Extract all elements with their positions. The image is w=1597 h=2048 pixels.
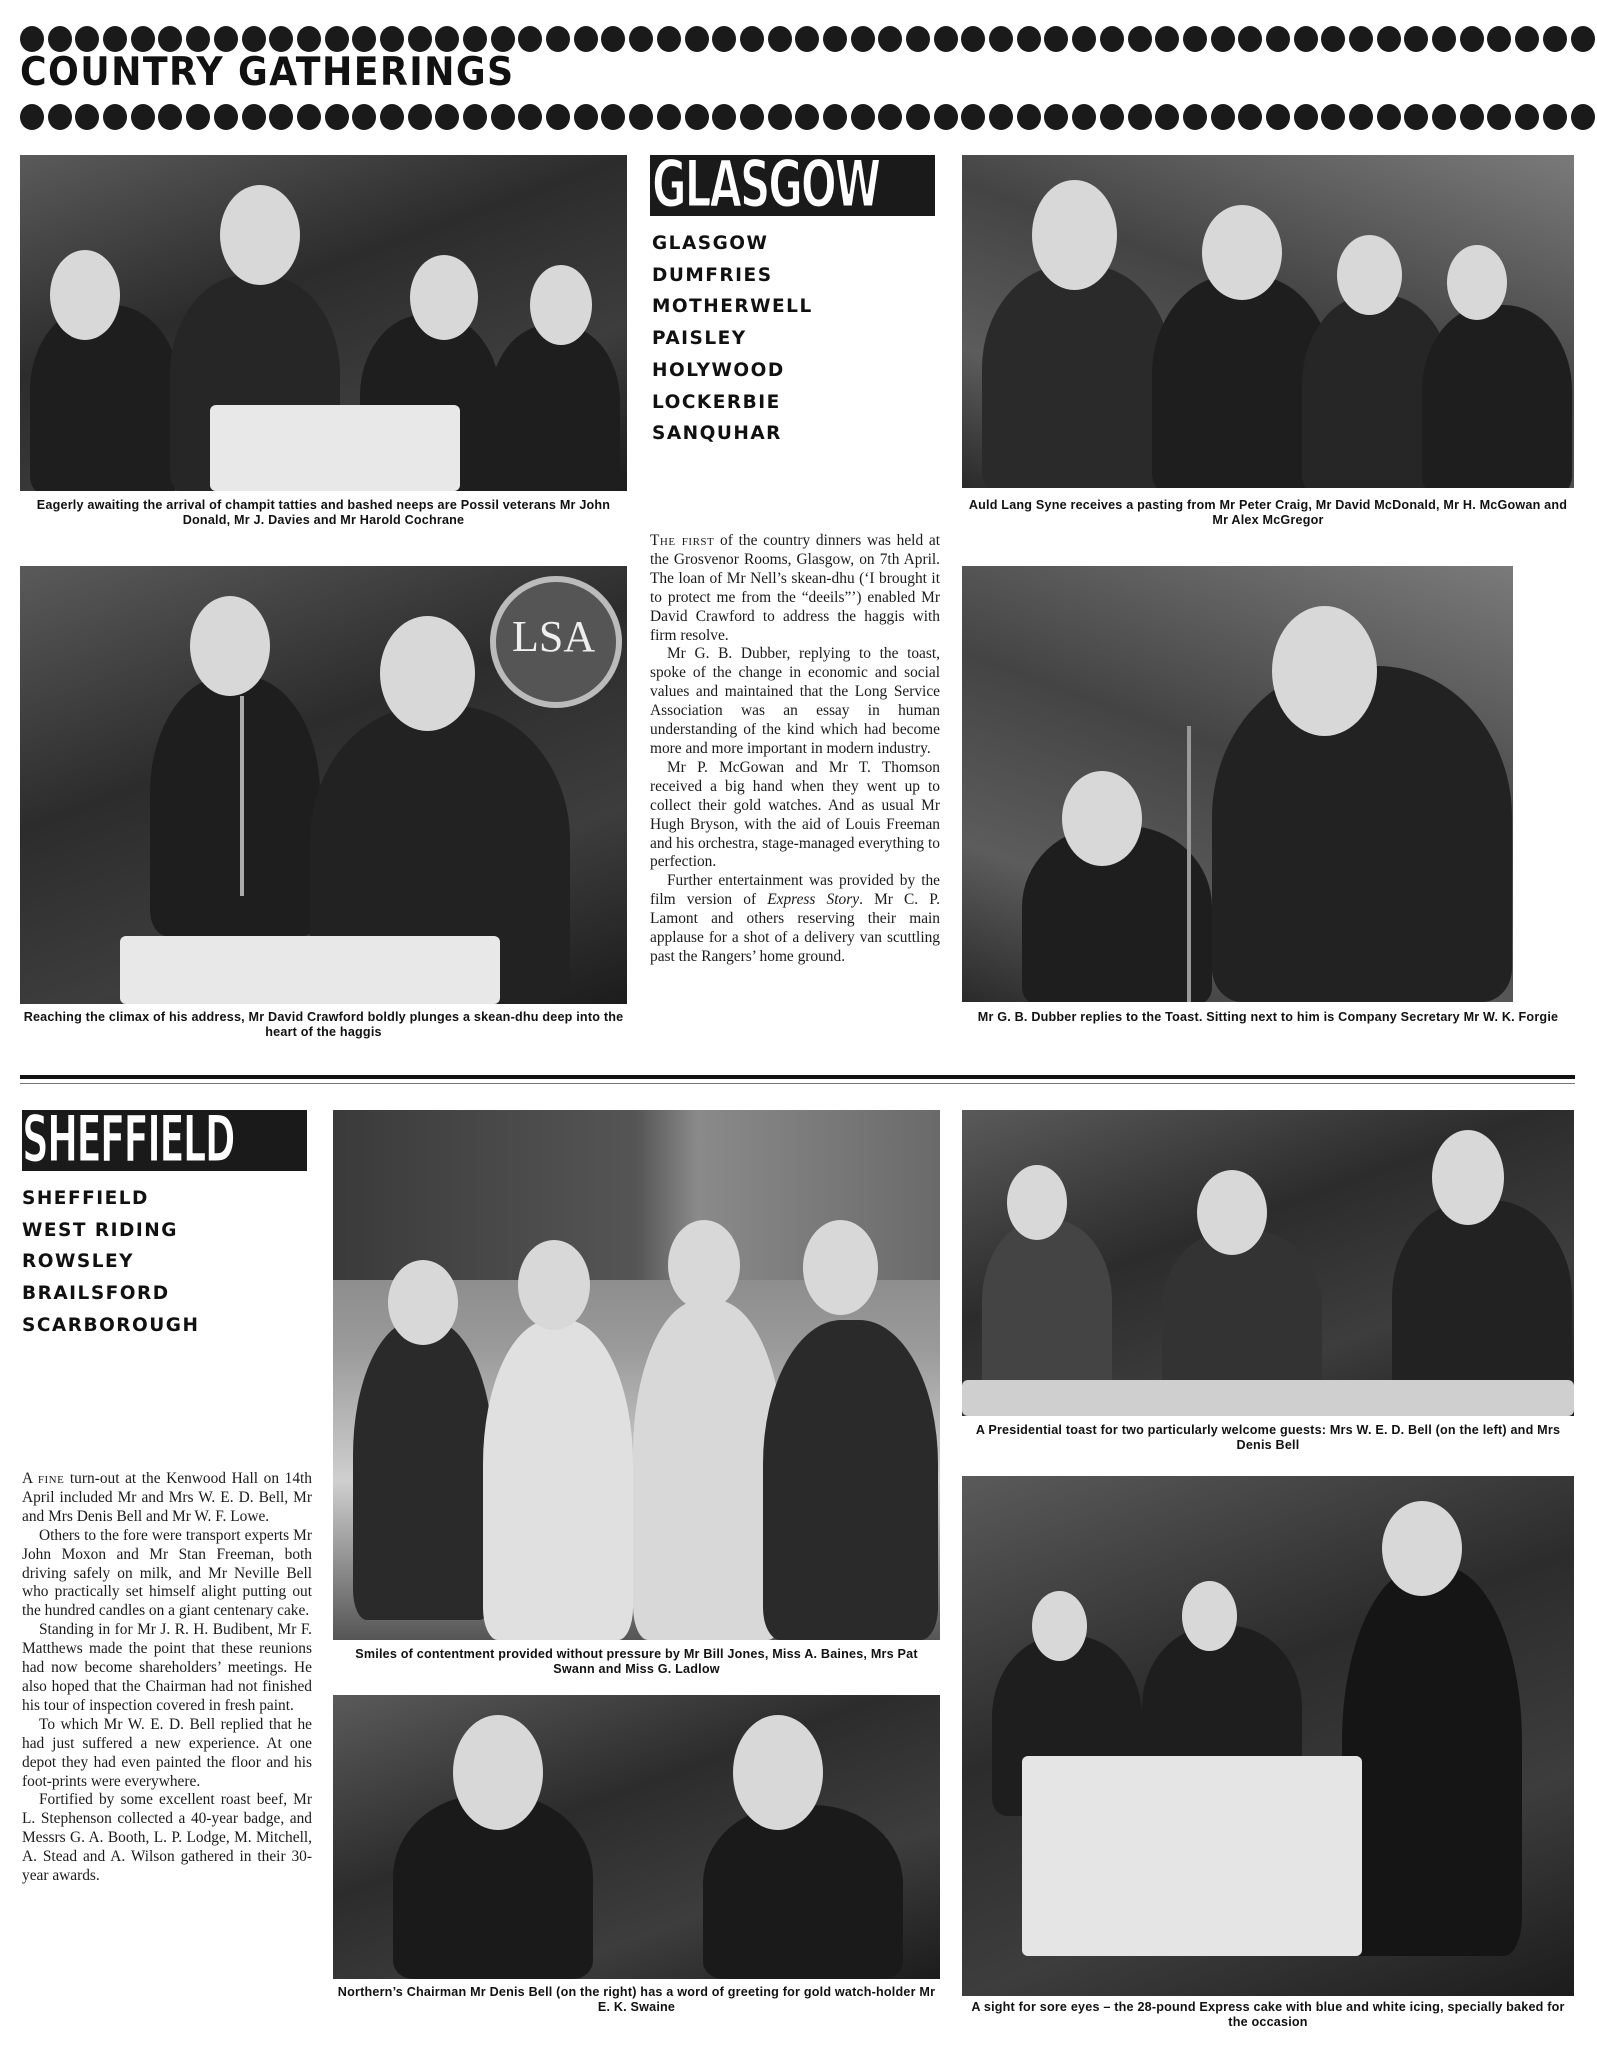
dot-ornament <box>269 26 293 52</box>
dot-ornament <box>186 26 210 52</box>
dot-ornament <box>1183 26 1207 52</box>
dot-ornament <box>1211 26 1235 52</box>
place-name: MOTHERWELL <box>652 296 813 318</box>
dot-ornament <box>48 26 72 52</box>
dot-ornament <box>712 26 736 52</box>
place-name: HOLYWOOD <box>652 359 785 381</box>
glasgow-article <box>650 532 940 967</box>
dot-ornament <box>491 104 515 130</box>
place-name: ROWSLEY <box>22 1251 135 1273</box>
dot-ornament <box>961 104 985 130</box>
dot-ornament <box>297 26 321 52</box>
dot-ornament <box>1044 104 1068 130</box>
photo-haggis-address <box>20 566 627 1004</box>
dot-ornament <box>878 104 902 130</box>
dot-ornament <box>1543 26 1567 52</box>
dot-ornament <box>463 26 487 52</box>
dot-ornament <box>1349 26 1373 52</box>
dot-ornament <box>75 104 99 130</box>
dot-ornament <box>1460 104 1484 130</box>
dot-ornament <box>1294 26 1318 52</box>
dot-ornament <box>1128 104 1152 130</box>
dot-ornament <box>1487 104 1511 130</box>
dot-ornament <box>1404 104 1428 130</box>
place-name: GLASGOW <box>652 233 769 254</box>
dot-ornament <box>601 26 625 52</box>
photo-caption: Eagerly awaiting the arrival of champit tatties and bashed neeps are Possil veterans Mr John Donald, Mr J. Davies and Mr Harold Cochrane <box>36 498 611 527</box>
dot-ornament <box>269 104 293 130</box>
glasgow-banner-text: GLASGOW <box>652 145 880 223</box>
dot-ornament <box>186 104 210 130</box>
photo-caption: Smiles of contentment provided without pressure by Mr Bill Jones, Miss A. Baines, Mrs Pat Swann and Miss G. Ladlow <box>355 1647 918 1676</box>
dot-ornament <box>768 104 792 130</box>
dot-ornament <box>795 104 819 130</box>
dot-ornament <box>851 104 875 130</box>
photo-possil-veterans <box>20 155 627 491</box>
dot-ornament <box>435 104 459 130</box>
dot-ornament <box>1571 104 1595 130</box>
dot-ornament <box>518 104 542 130</box>
dot-ornament <box>906 26 930 52</box>
dot-ornament <box>20 104 44 130</box>
dot-ornament <box>1571 26 1595 52</box>
dot-ornament <box>1072 26 1096 52</box>
dot-ornament <box>491 26 515 52</box>
photo-caption: A Presidential toast for two particularly welcome guests: Mrs W. E. D. Bell (on the left) and Mrs Denis Bell <box>975 1423 1561 1452</box>
dot-ornament <box>1238 104 1262 130</box>
dot-ornament <box>989 26 1013 52</box>
place-name: SANQUHAR <box>652 423 782 445</box>
dot-ornament <box>518 26 542 52</box>
dot-ornament <box>851 26 875 52</box>
dot-ornament <box>408 26 432 52</box>
dot-ornament <box>1321 26 1345 52</box>
dot-ornament <box>1072 104 1096 130</box>
paragraph: Mr G. B. Dubber, replying to the toast, spoke of the change in economic and social values and maintained that the Long Service Association was an essay in human understanding of the kind which had become more and more important in modern industry. <box>650 645 940 757</box>
film-title: Express Story <box>767 891 860 909</box>
place-name: DUMFRIES <box>652 264 773 286</box>
dot-ornament <box>906 104 930 130</box>
dot-border-top <box>20 26 1597 52</box>
dot-ornament <box>1432 26 1456 52</box>
photo-caption: Mr G. B. Dubber replies to the Toast. Sitting next to him is Company Secretary Mr W. K. Forgie <box>977 1010 1559 1024</box>
dot-ornament <box>48 104 72 130</box>
dot-ornament <box>1266 26 1290 52</box>
lead-in-smallcaps: fine <box>37 1470 65 1487</box>
dot-ornament <box>1377 104 1401 130</box>
dot-ornament <box>574 104 598 130</box>
dot-ornament <box>1183 104 1207 130</box>
place-name: LOCKERBIE <box>652 391 781 413</box>
dot-ornament <box>878 26 902 52</box>
dot-ornament <box>1128 26 1152 52</box>
dot-ornament <box>1349 104 1373 130</box>
dot-ornament <box>546 104 570 130</box>
place-name: WEST RIDING <box>22 1219 178 1241</box>
place-name: SCARBOROUGH <box>22 1314 200 1336</box>
place-name: SHEFFIELD <box>22 1188 149 1209</box>
paragraph: Standing in for Mr J. R. H. Budibent, Mr F. Matthews made the point that these reunions had now become shareholders’ meetings. He also hoped that the Chairman had not finished his tour of inspection covered in fresh paint. <box>22 1621 312 1714</box>
dot-ornament <box>1432 104 1456 130</box>
dot-ornament <box>20 26 44 52</box>
dot-ornament <box>158 26 182 52</box>
dot-ornament <box>352 104 376 130</box>
dot-ornament <box>1404 26 1428 52</box>
dot-ornament <box>961 26 985 52</box>
paragraph: To which Mr W. E. D. Bell replied that he had just suffered a new experience. At one depot they had even painted the floor and his foot-prints were everywhere. <box>22 1715 312 1790</box>
paragraph: turn-out at the Kenwood Hall on 14th April included Mr and Mrs W. E. D. Bell, Mr and Mrs Denis Bell and Mr W. F. Lowe. <box>22 1470 312 1525</box>
dot-ornament <box>740 104 764 130</box>
section-divider <box>20 1075 1575 1079</box>
dot-ornament <box>1044 26 1068 52</box>
text: . Mr C. P. Lamont and others reserving their main applause for a shot of a delivery van scuttling past the Rangers’ home ground. <box>650 891 941 965</box>
paragraph: Fortified by some excellent roast beef, Mr L. Stephenson collected a 40-year badge, and Messrs G. A. Booth, L. P. Lodge, M. Mitchell, A. Stead and A. Wilson gathered in their 30-year awards. <box>22 1791 312 1885</box>
sheffield-place-list <box>22 1183 199 1342</box>
dot-ornament <box>934 26 958 52</box>
dot-ornament <box>214 26 238 52</box>
dot-ornament <box>380 26 404 52</box>
dot-ornament <box>131 26 155 52</box>
dot-ornament <box>823 104 847 130</box>
dot-ornament <box>712 104 736 130</box>
dot-ornament <box>242 104 266 130</box>
dot-ornament <box>1515 104 1539 130</box>
page-title: COUNTRY GATHERINGS <box>20 50 515 95</box>
sheffield-banner-text: SHEFFIELD <box>22 1100 234 1178</box>
dot-ornament <box>325 104 349 130</box>
dot-ornament <box>1100 104 1124 130</box>
dot-ornament <box>131 104 155 130</box>
paragraph: of the country dinners was held at the Grosvenor Rooms, Glasgow, on 7th April. The loan of Mr Nell’s skean-dhu (‘I brought it to protect me from the “deeils”’) enabled Mr David Crawford to address the haggis with firm resolve. <box>650 532 941 644</box>
photo-dubber-toast <box>962 566 1513 1002</box>
dot-ornament <box>1211 104 1235 130</box>
dot-ornament <box>325 26 349 52</box>
dot-ornament <box>1017 26 1041 52</box>
dot-ornament <box>242 26 266 52</box>
glasgow-place-list <box>652 228 813 450</box>
dot-ornament <box>214 104 238 130</box>
dot-ornament <box>1266 104 1290 130</box>
sheffield-article <box>22 1470 312 1886</box>
dot-ornament <box>685 104 709 130</box>
dot-ornament <box>1294 104 1318 130</box>
dot-ornament <box>657 104 681 130</box>
photo-presidential-toast <box>962 1110 1574 1416</box>
dot-ornament <box>463 104 487 130</box>
place-name: BRAILSFORD <box>22 1283 170 1305</box>
dot-ornament <box>1017 104 1041 130</box>
dot-ornament <box>103 26 127 52</box>
lsa-sign-text: LSA <box>512 612 596 661</box>
photo-caption: Reaching the climax of his address, Mr David Crawford boldly plunges a skean-dhu deep into the heart of the haggis <box>23 1010 624 1039</box>
dot-ornament <box>795 26 819 52</box>
dot-ornament <box>740 26 764 52</box>
section-divider-thin <box>20 1083 1575 1084</box>
lead-in: The first <box>650 532 715 549</box>
dot-ornament <box>629 104 653 130</box>
dot-ornament <box>657 26 681 52</box>
dot-ornament <box>1543 104 1567 130</box>
dot-ornament <box>989 104 1013 130</box>
photo-chairman-greeting <box>333 1695 940 1979</box>
dot-ornament <box>380 104 404 130</box>
photo-smiles-of-contentment <box>333 1110 940 1640</box>
dot-ornament <box>768 26 792 52</box>
dot-ornament <box>823 26 847 52</box>
dot-ornament <box>685 26 709 52</box>
dot-ornament <box>103 104 127 130</box>
text: Further entertainment was provided by the film version of <box>650 872 940 909</box>
dot-border-bottom <box>20 104 1597 130</box>
dot-ornament <box>574 26 598 52</box>
dot-ornament <box>1155 26 1179 52</box>
dot-ornament <box>546 26 570 52</box>
dot-ornament <box>75 26 99 52</box>
dot-ornament <box>934 104 958 130</box>
paragraph <box>650 872 940 967</box>
paragraph: Mr P. McGowan and Mr T. Thomson received a big hand when they went up to collect their gold watches. And as usual Mr Hugh Bryson, with the aid of Louis Freeman and his orchestra, stage-managed everything to perfection. <box>650 758 940 871</box>
photo-caption: Northern’s Chairman Mr Denis Bell (on the right) has a word of greeting for gold watch-holder Mr E. K. Swaine <box>337 1985 936 2014</box>
dot-ornament <box>1460 26 1484 52</box>
photo-auld-lang-syne <box>962 155 1574 488</box>
photo-caption: A sight for sore eyes – the 28-pound Express cake with blue and white icing, specially baked for the occasion <box>971 2000 1565 2029</box>
dot-ornament <box>352 26 376 52</box>
dot-ornament <box>1487 26 1511 52</box>
dot-ornament <box>601 104 625 130</box>
dot-ornament <box>1238 26 1262 52</box>
dot-ornament <box>1321 104 1345 130</box>
lead-in: A <box>22 1470 38 1487</box>
dot-ornament <box>408 104 432 130</box>
dot-ornament <box>158 104 182 130</box>
photo-caption: Auld Lang Syne receives a pasting from Mr Peter Craig, Mr David McDonald, Mr H. McGowan and Mr Alex McGregor <box>968 498 1568 527</box>
dot-ornament <box>1515 26 1539 52</box>
dot-ornament <box>297 104 321 130</box>
dot-ornament <box>1100 26 1124 52</box>
place-name: PAISLEY <box>652 328 747 350</box>
dot-ornament <box>1377 26 1401 52</box>
photo-express-cake <box>962 1476 1574 1996</box>
dot-ornament <box>1155 104 1179 130</box>
paragraph: Others to the fore were transport experts Mr John Moxon and Mr Stan Freeman, both driving safely on milk, and Mr Neville Bell who practically set himself alight putting out the hundred candles on a giant centenary cake. <box>22 1526 312 1620</box>
dot-ornament <box>435 26 459 52</box>
dot-ornament <box>629 26 653 52</box>
